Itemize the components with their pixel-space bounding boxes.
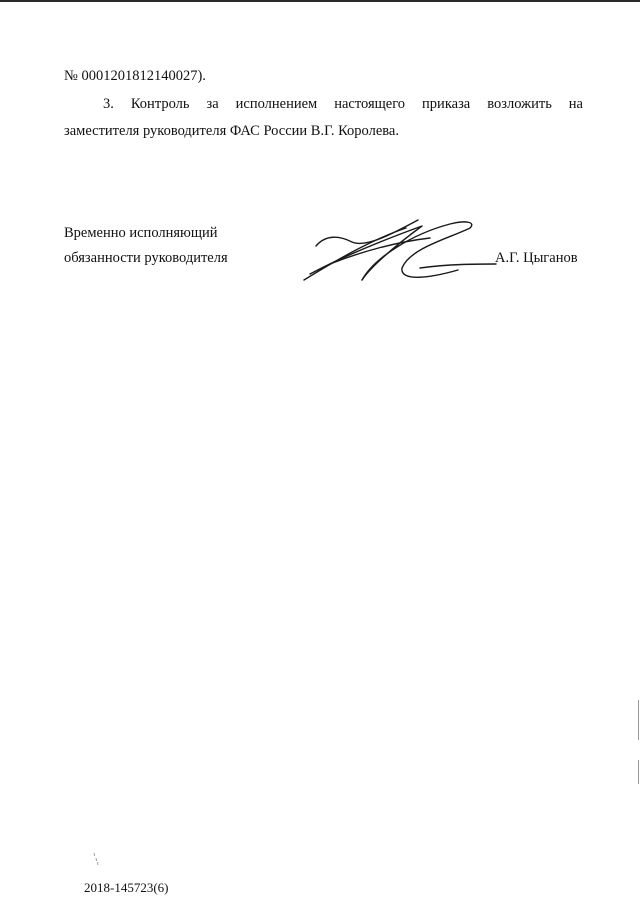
item-3-second-line: заместителя руководителя ФАС России В.Г. Королева. <box>64 123 399 139</box>
item-word: Контроль <box>130 96 190 112</box>
item-word: приказа <box>422 96 471 112</box>
scan-speck <box>92 852 100 866</box>
scan-edge-mark <box>638 760 639 784</box>
signatory-title-line-1: Временно исполняющий <box>64 225 218 241</box>
signatory-name: А.Г. Цыганов <box>495 250 578 266</box>
item-word: на <box>568 96 583 112</box>
item-word: настоящего <box>334 96 406 112</box>
item-word: возложить <box>487 96 552 112</box>
document-registration-code: 2018-145723(6) <box>84 880 169 895</box>
item-word: исполнением <box>235 96 318 112</box>
item-3-first-line <box>64 95 583 113</box>
signatory-title-line-2: обязанности руководителя <box>64 250 228 266</box>
continuation-line: № 0001201812140027). <box>64 68 206 84</box>
scan-edge-mark <box>638 700 639 740</box>
item-number: 3. <box>103 96 114 112</box>
handwritten-signature <box>300 212 500 287</box>
item-word: за <box>206 96 219 112</box>
scan-top-border <box>0 0 640 2</box>
